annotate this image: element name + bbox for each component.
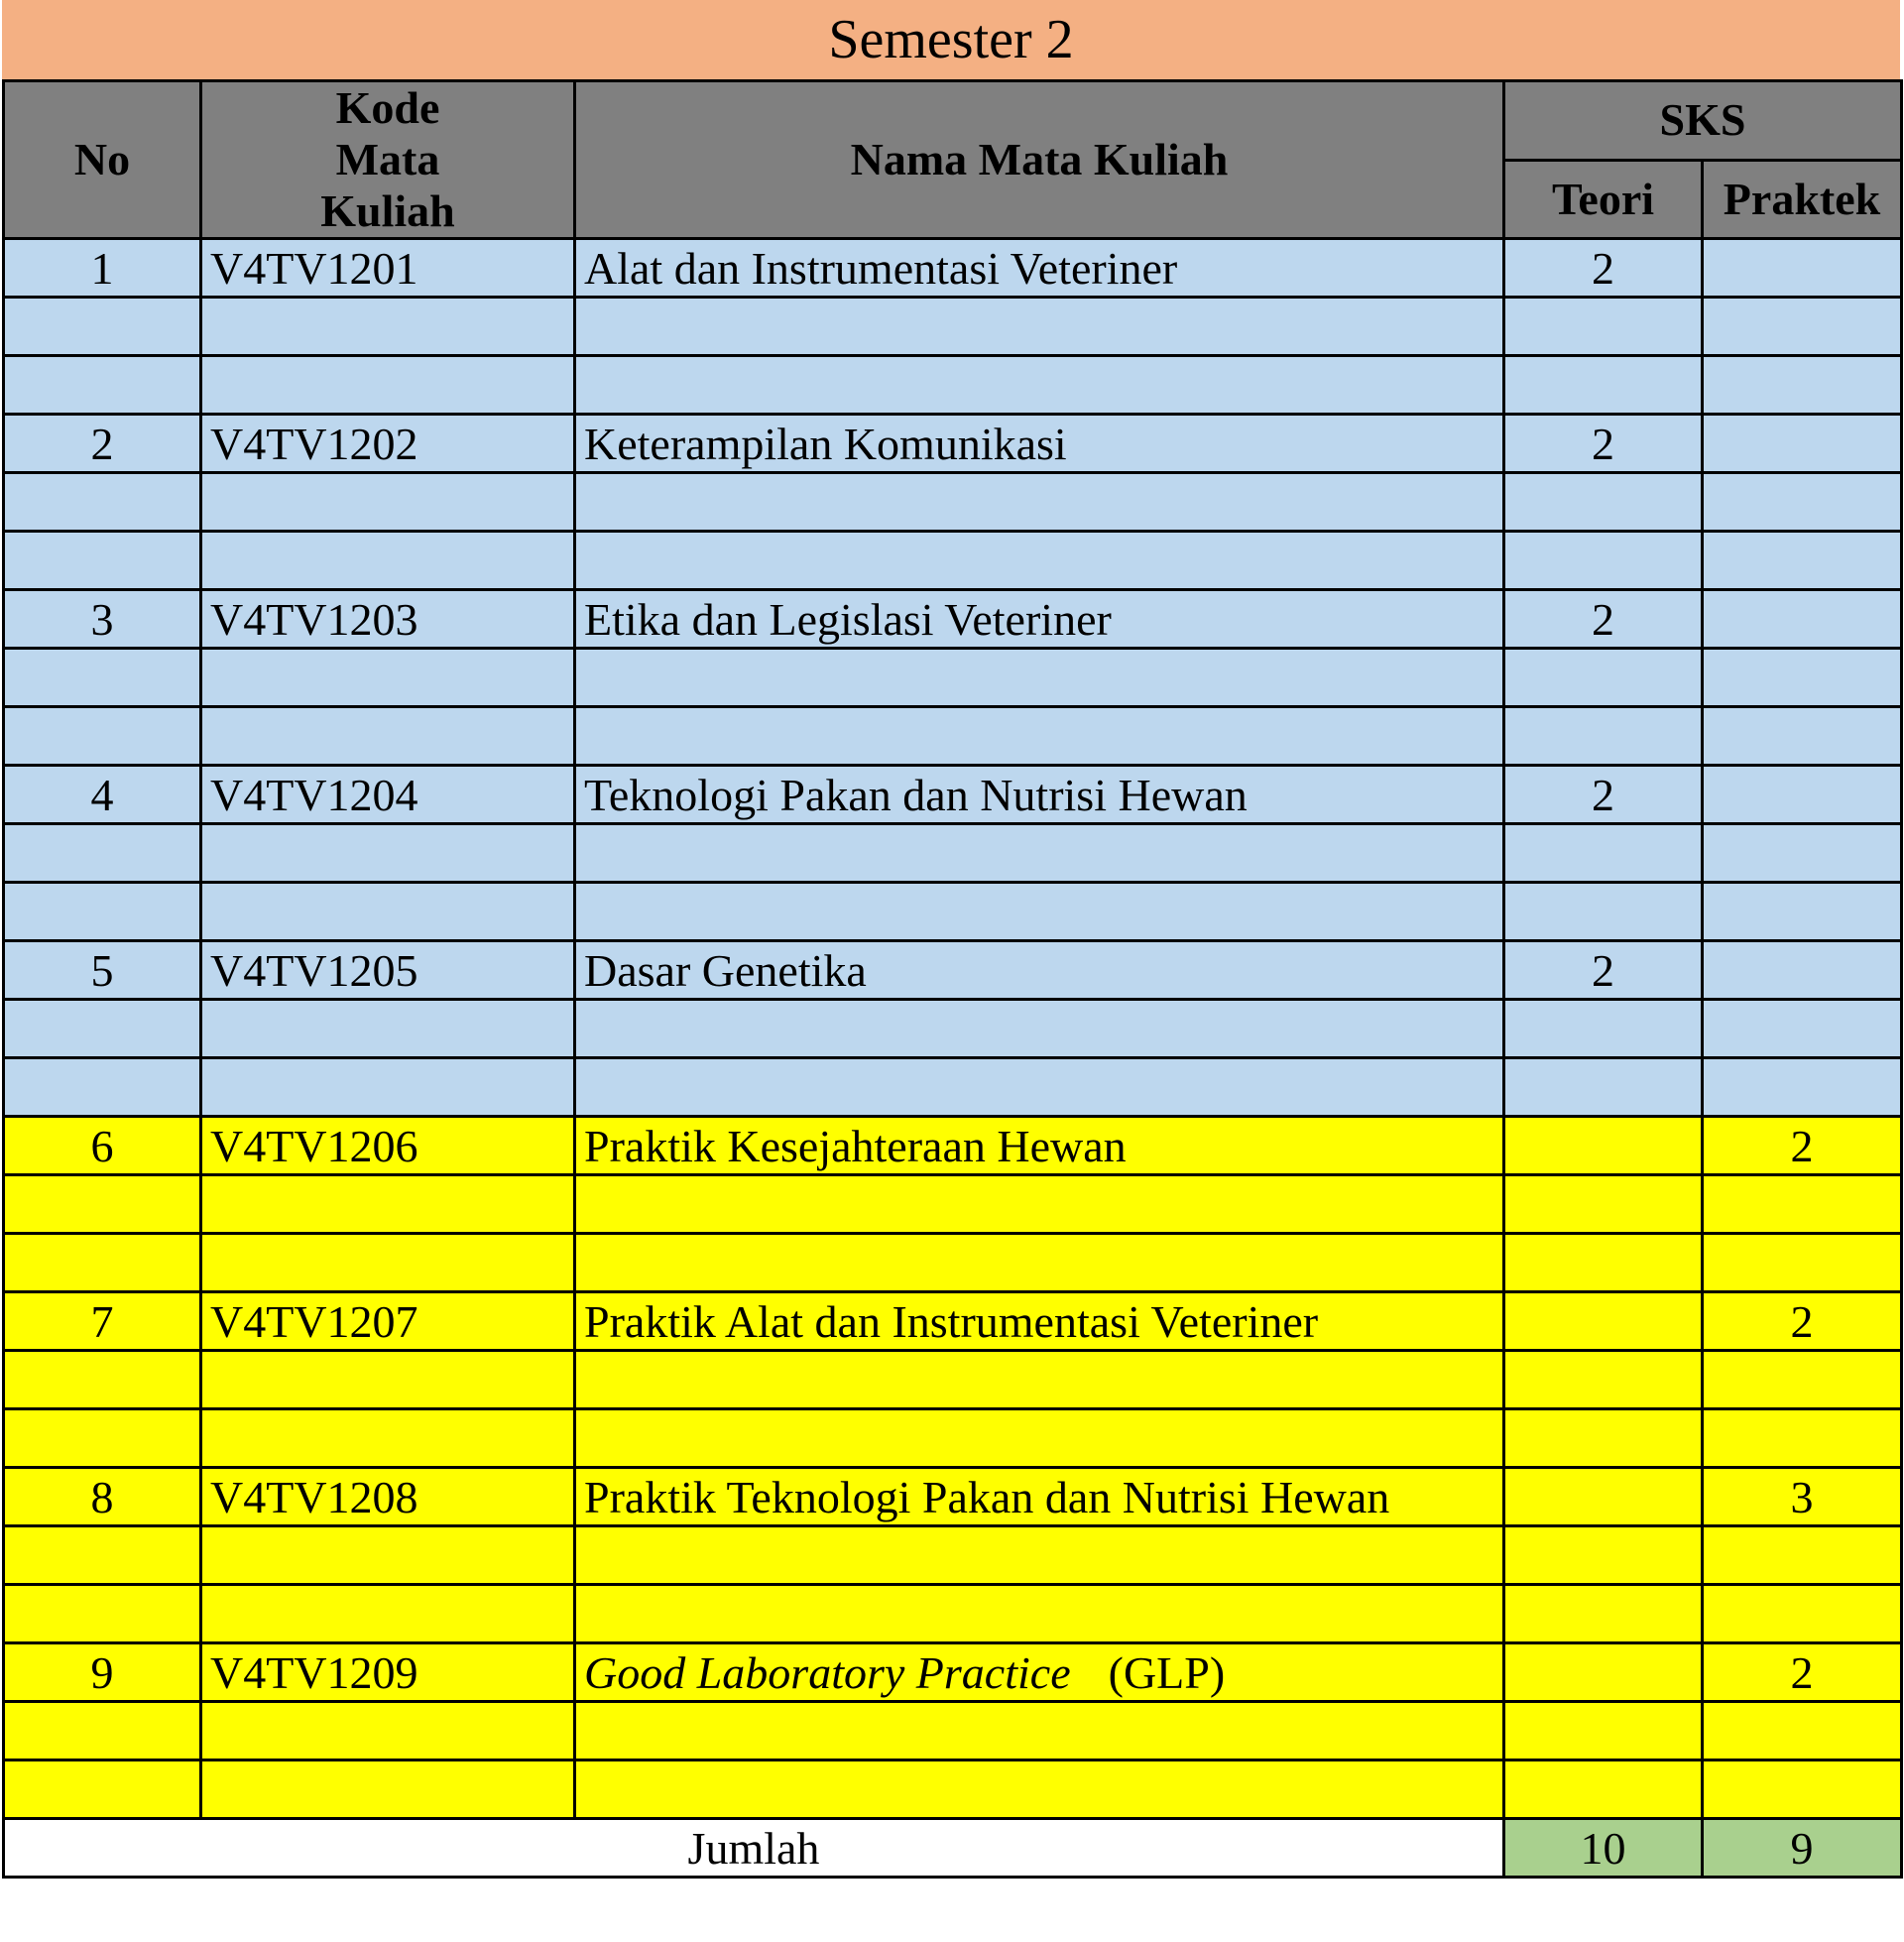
- blank-row: [4, 649, 1902, 707]
- blank-code: [201, 1409, 575, 1468]
- blank-row: [4, 707, 1902, 766]
- total-praktek: 9: [1703, 1819, 1902, 1878]
- blank-praktek: [1703, 298, 1902, 356]
- course-code: V4TV1207: [201, 1292, 575, 1351]
- blank-code: [201, 824, 575, 883]
- blank-praktek: [1703, 1058, 1902, 1117]
- blank-code: [201, 1058, 575, 1117]
- course-name: Dasar Genetika: [575, 941, 1504, 1000]
- blank-code: [201, 1175, 575, 1234]
- blank-code: [201, 298, 575, 356]
- blank-teori: [1504, 298, 1703, 356]
- blank-no: [4, 1409, 201, 1468]
- blank-no: [4, 1058, 201, 1117]
- course-no: 3: [4, 590, 201, 649]
- blank-no: [4, 649, 201, 707]
- course-name: [575, 1643, 1504, 1702]
- blank-row: [4, 1058, 1902, 1117]
- course-name: Praktik Kesejahteraan Hewan: [575, 1117, 1504, 1175]
- blank-name: [575, 356, 1504, 415]
- blank-no: [4, 532, 201, 590]
- blank-teori: [1504, 473, 1703, 532]
- header-praktek: Praktek: [1703, 160, 1902, 239]
- header-sks: SKS: [1504, 81, 1902, 161]
- blank-no: [4, 356, 201, 415]
- course-name: Keterampilan Komunikasi: [575, 415, 1504, 473]
- table-row: [4, 239, 1902, 298]
- course-praktek: [1703, 239, 1902, 298]
- blank-name: [575, 473, 1504, 532]
- blank-praktek: [1703, 1585, 1902, 1643]
- blank-praktek: [1703, 1000, 1902, 1058]
- blank-name: [575, 1526, 1504, 1585]
- course-name: Alat dan Instrumentasi Veteriner: [575, 239, 1504, 298]
- course-teori: 2: [1504, 590, 1703, 649]
- course-body: [4, 239, 1902, 1819]
- course-teori: 2: [1504, 239, 1703, 298]
- blank-no: [4, 1000, 201, 1058]
- blank-row: [4, 824, 1902, 883]
- blank-no: [4, 1234, 201, 1292]
- course-teori: [1504, 1292, 1703, 1351]
- course-praktek: 2: [1703, 1292, 1902, 1351]
- blank-no: [4, 1526, 201, 1585]
- header-no: No: [4, 81, 201, 239]
- course-no: 4: [4, 766, 201, 824]
- blank-teori: [1504, 1526, 1703, 1585]
- course-praktek: [1703, 941, 1902, 1000]
- blank-praktek: [1703, 1234, 1902, 1292]
- blank-code: [201, 1585, 575, 1643]
- blank-name: [575, 1351, 1504, 1409]
- header-kode: [201, 81, 575, 239]
- blank-row: [4, 532, 1902, 590]
- blank-row: [4, 1526, 1902, 1585]
- course-code: V4TV1205: [201, 941, 575, 1000]
- blank-code: [201, 1526, 575, 1585]
- blank-code: [201, 356, 575, 415]
- blank-code: [201, 1234, 575, 1292]
- blank-praktek: [1703, 1760, 1902, 1819]
- blank-name: [575, 1000, 1504, 1058]
- course-teori: [1504, 1643, 1703, 1702]
- blank-code: [201, 1760, 575, 1819]
- blank-teori: [1504, 1058, 1703, 1117]
- blank-teori: [1504, 1760, 1703, 1819]
- blank-praktek: [1703, 1702, 1902, 1760]
- course-praktek: 3: [1703, 1468, 1902, 1526]
- blank-row: [4, 1585, 1902, 1643]
- course-teori: 2: [1504, 766, 1703, 824]
- blank-praktek: [1703, 1409, 1902, 1468]
- blank-row: [4, 1000, 1902, 1058]
- table-row: [4, 766, 1902, 824]
- blank-no: [4, 824, 201, 883]
- blank-no: [4, 1702, 201, 1760]
- blank-row: [4, 1234, 1902, 1292]
- blank-praktek: [1703, 356, 1902, 415]
- course-teori: [1504, 1117, 1703, 1175]
- blank-teori: [1504, 824, 1703, 883]
- blank-name: [575, 1409, 1504, 1468]
- blank-teori: [1504, 532, 1703, 590]
- blank-name: [575, 1702, 1504, 1760]
- table-row: [4, 941, 1902, 1000]
- course-no: 5: [4, 941, 201, 1000]
- course-name-suffix: (GLP): [1108, 1646, 1226, 1698]
- blank-name: [575, 1234, 1504, 1292]
- blank-name: [575, 532, 1504, 590]
- header-nama: Nama Mata Kuliah: [575, 81, 1504, 239]
- blank-teori: [1504, 1585, 1703, 1643]
- blank-no: [4, 1585, 201, 1643]
- blank-praktek: [1703, 473, 1902, 532]
- course-no: 6: [4, 1117, 201, 1175]
- blank-praktek: [1703, 1351, 1902, 1409]
- blank-row: [4, 1175, 1902, 1234]
- course-praktek: [1703, 766, 1902, 824]
- blank-praktek: [1703, 883, 1902, 941]
- blank-code: [201, 1351, 575, 1409]
- blank-no: [4, 1175, 201, 1234]
- blank-code: [201, 532, 575, 590]
- blank-row: [4, 298, 1902, 356]
- blank-no: [4, 1760, 201, 1819]
- blank-code: [201, 473, 575, 532]
- blank-praktek: [1703, 824, 1902, 883]
- blank-teori: [1504, 1175, 1703, 1234]
- blank-teori: [1504, 1351, 1703, 1409]
- course-code: V4TV1206: [201, 1117, 575, 1175]
- course-code: V4TV1204: [201, 766, 575, 824]
- course-code: V4TV1209: [201, 1643, 575, 1702]
- table-row: [4, 415, 1902, 473]
- blank-row: [4, 1351, 1902, 1409]
- header-teori: Teori: [1504, 160, 1703, 239]
- course-name: Praktik Alat dan Instrumentasi Veteriner: [575, 1292, 1504, 1351]
- blank-code: [201, 1702, 575, 1760]
- semester-title: Semester 2: [2, 0, 1900, 79]
- blank-name: [575, 1175, 1504, 1234]
- course-name: Praktik Teknologi Pakan dan Nutrisi Hewan: [575, 1468, 1504, 1526]
- course-name-italic: Good Laboratory Practice: [584, 1646, 1071, 1698]
- course-teori: 2: [1504, 415, 1703, 473]
- blank-no: [4, 883, 201, 941]
- course-praktek: [1703, 590, 1902, 649]
- course-praktek: 2: [1703, 1643, 1902, 1702]
- blank-code: [201, 883, 575, 941]
- blank-name: [575, 298, 1504, 356]
- blank-praktek: [1703, 532, 1902, 590]
- header-row: [4, 81, 1902, 161]
- course-no: 8: [4, 1468, 201, 1526]
- table-row: [4, 1117, 1902, 1175]
- blank-teori: [1504, 707, 1703, 766]
- blank-praktek: [1703, 1175, 1902, 1234]
- blank-teori: [1504, 356, 1703, 415]
- blank-row: [4, 1409, 1902, 1468]
- blank-no: [4, 298, 201, 356]
- blank-name: [575, 824, 1504, 883]
- course-teori: [1504, 1468, 1703, 1526]
- blank-praktek: [1703, 707, 1902, 766]
- blank-code: [201, 649, 575, 707]
- blank-no: [4, 473, 201, 532]
- course-code: V4TV1201: [201, 239, 575, 298]
- course-table: [2, 79, 1903, 1879]
- blank-no: [4, 707, 201, 766]
- blank-name: [575, 883, 1504, 941]
- blank-teori: [1504, 1409, 1703, 1468]
- blank-no: [4, 1351, 201, 1409]
- course-code: V4TV1202: [201, 415, 575, 473]
- course-code: V4TV1203: [201, 590, 575, 649]
- blank-teori: [1504, 1234, 1703, 1292]
- table-row: [4, 590, 1902, 649]
- total-teori: 10: [1504, 1819, 1703, 1878]
- blank-teori: [1504, 649, 1703, 707]
- course-code: V4TV1208: [201, 1468, 575, 1526]
- blank-name: [575, 1058, 1504, 1117]
- total-label: Jumlah: [4, 1819, 1504, 1878]
- blank-name: [575, 649, 1504, 707]
- course-no: 9: [4, 1643, 201, 1702]
- blank-row: [4, 473, 1902, 532]
- course-name: Etika dan Legislasi Veteriner: [575, 590, 1504, 649]
- blank-praktek: [1703, 649, 1902, 707]
- blank-row: [4, 1702, 1902, 1760]
- blank-name: [575, 707, 1504, 766]
- blank-teori: [1504, 883, 1703, 941]
- table-row: [4, 1292, 1902, 1351]
- blank-name: [575, 1760, 1504, 1819]
- blank-praktek: [1703, 1526, 1902, 1585]
- course-no: 1: [4, 239, 201, 298]
- course-no: 2: [4, 415, 201, 473]
- course-teori: 2: [1504, 941, 1703, 1000]
- course-praktek: [1703, 415, 1902, 473]
- blank-teori: [1504, 1702, 1703, 1760]
- course-praktek: 2: [1703, 1117, 1902, 1175]
- blank-row: [4, 356, 1902, 415]
- course-no: 7: [4, 1292, 201, 1351]
- header-kode-label: Kode Mata Kuliah: [320, 82, 455, 236]
- total-row: [4, 1819, 1902, 1878]
- blank-code: [201, 707, 575, 766]
- blank-row: [4, 1760, 1902, 1819]
- table-row: [4, 1643, 1902, 1702]
- course-name: Teknologi Pakan dan Nutrisi Hewan: [575, 766, 1504, 824]
- blank-row: [4, 883, 1902, 941]
- blank-name: [575, 1585, 1504, 1643]
- table-row: [4, 1468, 1902, 1526]
- blank-teori: [1504, 1000, 1703, 1058]
- blank-code: [201, 1000, 575, 1058]
